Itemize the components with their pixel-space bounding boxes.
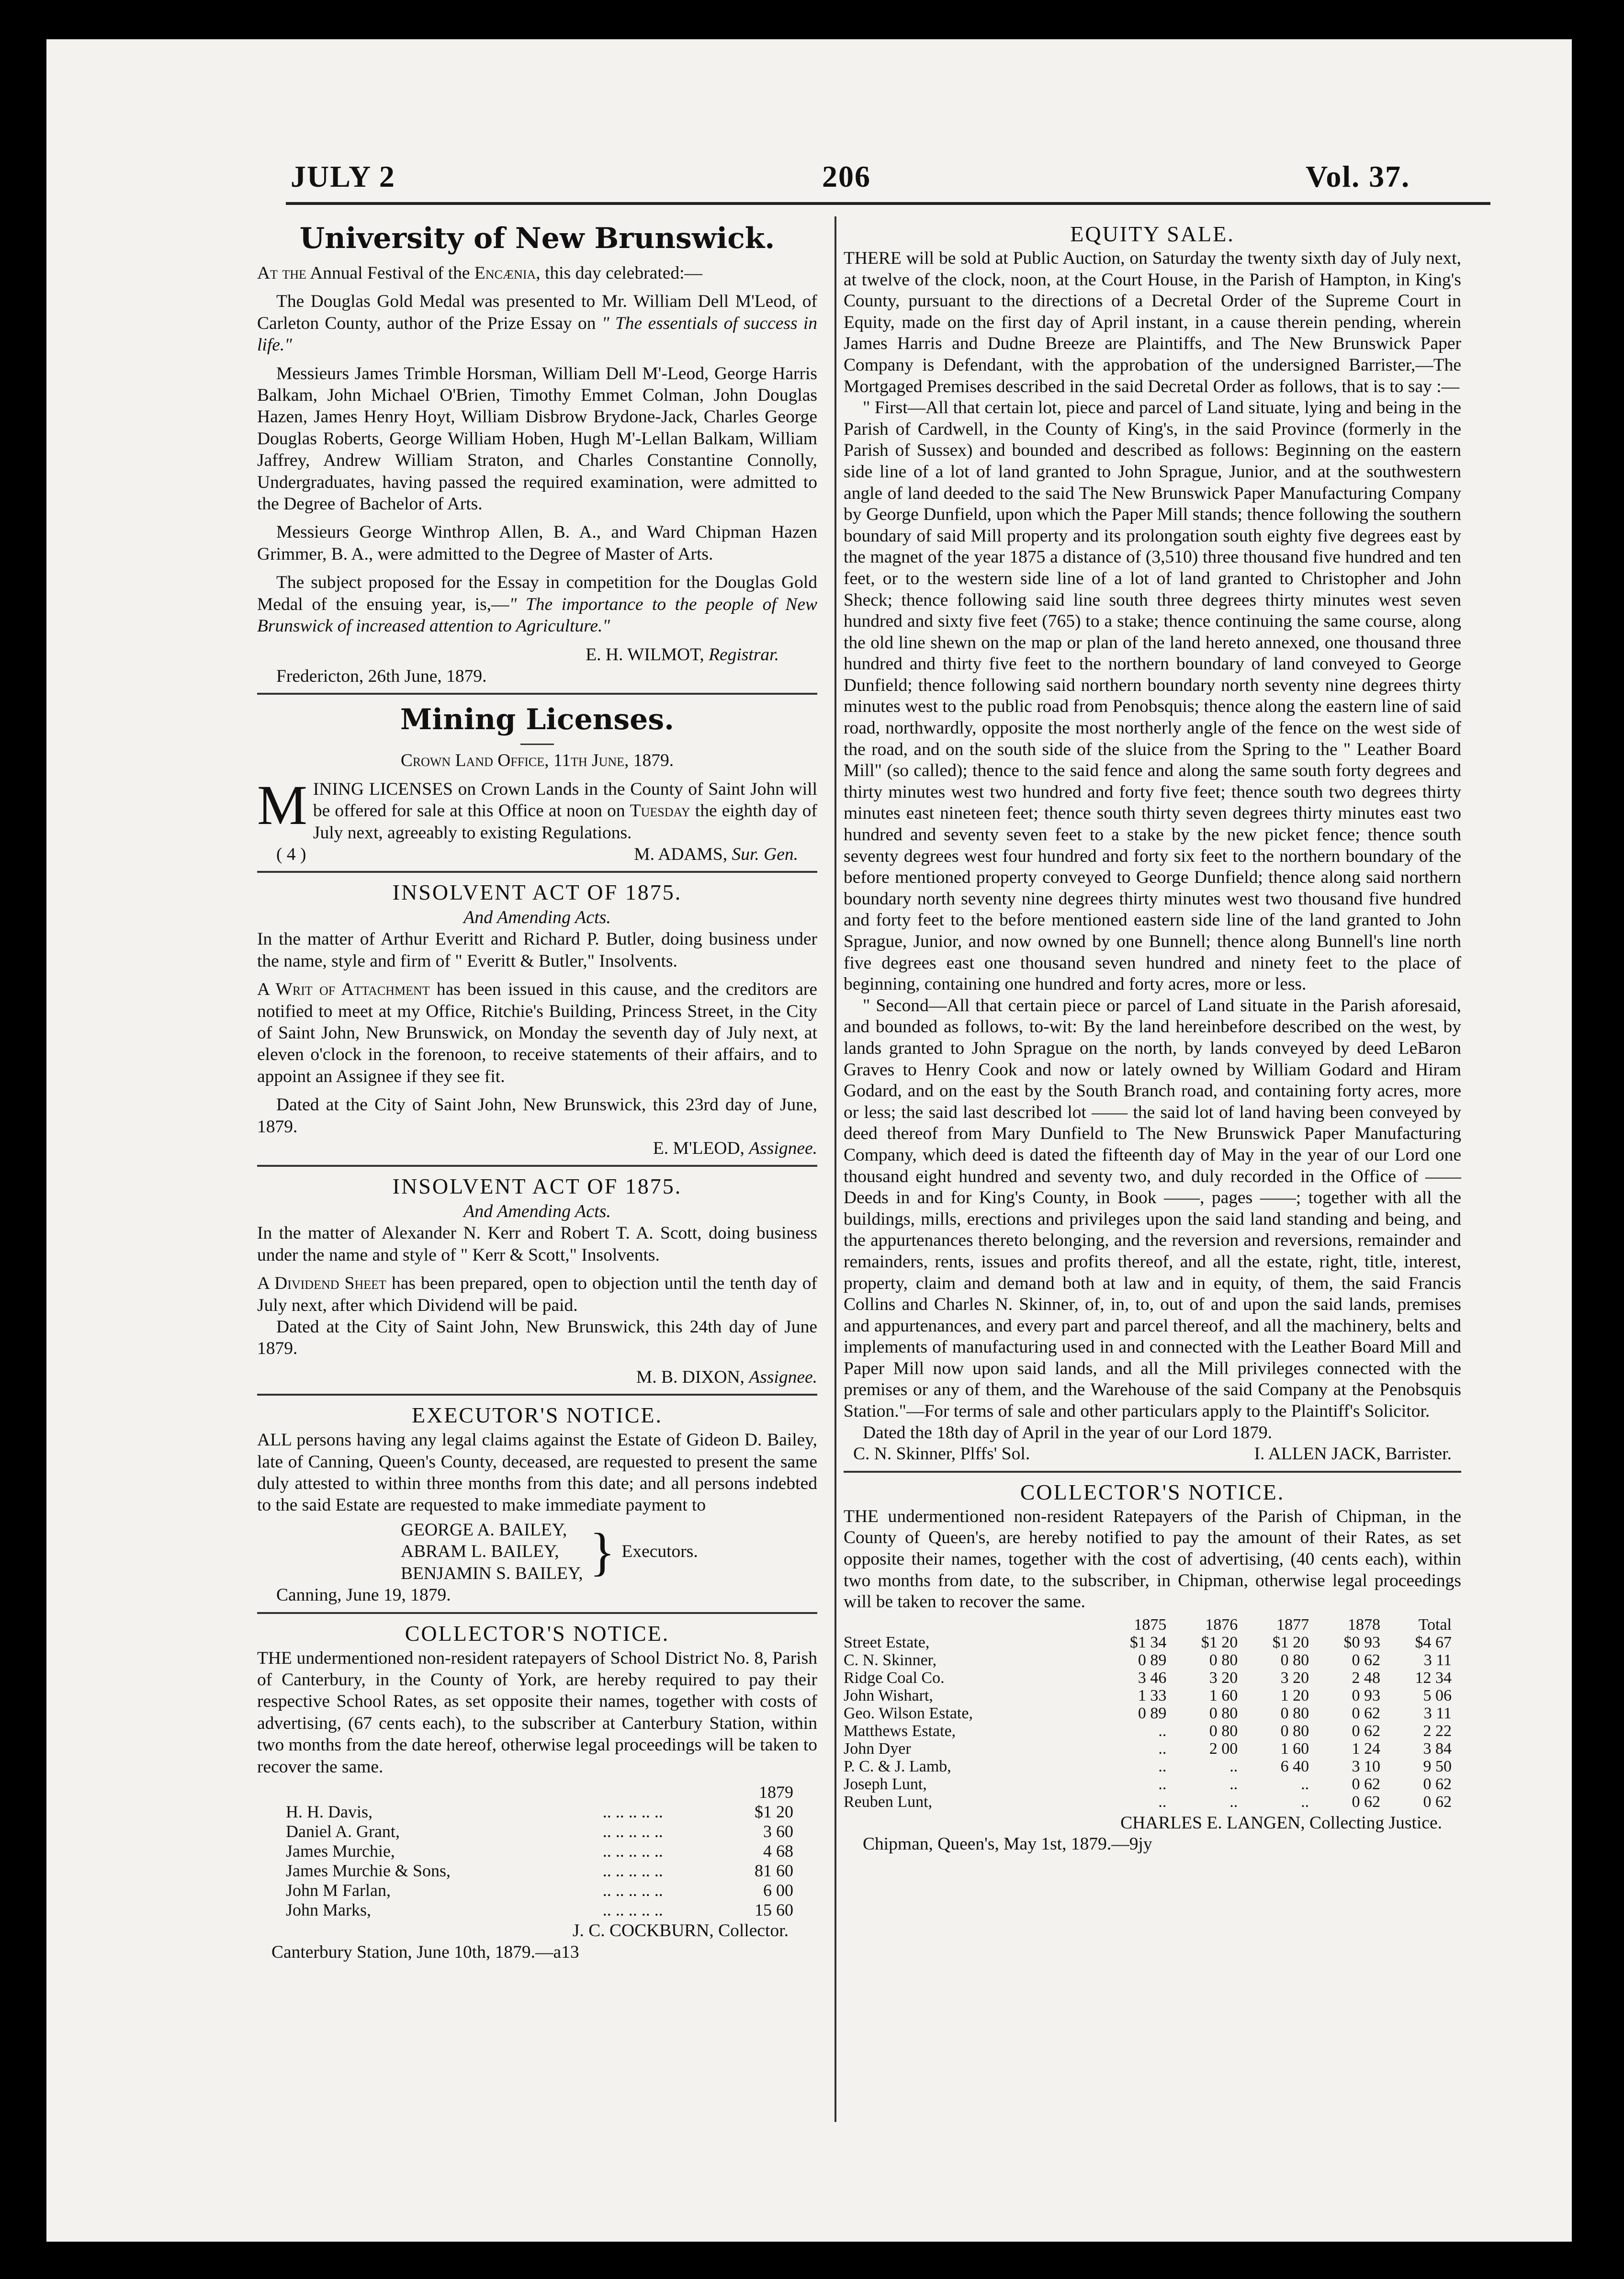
unb-medal-text: The Douglas Gold Medal was presented to Mr. William Dell M'Leod, of Carleton County, author of the Prize Essay on [257,292,817,333]
header-page-number: 206 [822,159,871,193]
mining-notice [257,700,817,865]
insolvent1-signer: E. M'LEOD, [653,1139,744,1158]
unb-intro-a: At the [257,263,306,283]
ratepayer-name: Joseph Lunt, [844,1775,927,1793]
table-header [844,1616,1095,1634]
leader-dots: .. .. .. .. .. [602,1821,663,1841]
table-header-row [286,1783,793,1802]
unb-essay-title: " The essentials of success in life." [257,313,818,355]
insolvent-notice-1 [257,879,817,1159]
insolvent1-writ-text: has been issued in this cause, and the creditors are notified to meet at my Office, Ritchie's Building, Princess Street, in the City of Saint John, New Brunswick, on Monday the seventh day of July next, at eleven o'clock in the forenoon, to receive statements of their affairs, and to appoint an Assignee if they see fit. [257,980,817,1086]
collector-right-body: THE undermentioned non-resident Ratepayers of the Parish of Chipman, in the County of Queen's, are hereby notified to pay the amount of their Rates, as set opposite their names, together with the cost of advertising, (40 cents each), within two months from date, to the subscriber, in Chipman, otherwise legal proceedings will be taken to recover the same. [844,1506,1461,1612]
ratepayer-name: Geo. Wilson Estate, [844,1704,973,1722]
mining-signer: M. ADAMS, [634,844,728,864]
insolvent1-subtitle: And Amending Acts. [463,907,611,928]
table-row [286,1881,793,1900]
rate-cell: 3 84 [1423,1739,1452,1758]
ratepayer-name: James Murchie, [286,1841,395,1861]
leader-dots: .. .. .. .. .. [602,1900,663,1919]
ratepayer-name: James Murchie & Sons, [286,1861,451,1880]
table-row [844,1651,1452,1669]
table-row [286,1900,793,1920]
executor-role: Executors. [621,1542,698,1562]
ratepayer-amount: 3 60 [763,1821,793,1841]
rate-cell: 0 80 [1209,1704,1238,1722]
rate-cell: 3 46 [1138,1669,1167,1687]
newspaper-page [46,39,1572,2242]
mining-dropcap: M [257,773,307,836]
insolvent1-writ-lead: A Writ of Attachment [257,980,430,1000]
mining-body [257,773,817,844]
rate-cell: .. [1158,1739,1167,1758]
rate-cell: 0 62 [1352,1722,1381,1740]
ratepayer-name: Daniel A. Grant, [286,1821,400,1841]
equity-second-lot: " Second—All that certain piece or parcel of Land situate in the Parish aforesaid, and bounded as follows, to-wit: By the land hereinbefore described on the west, by lands granted to John Sprague on the north, by lands conveyed by deed LeBaron Graves to Henry Cook and now or lately owned by William Godard and Hiram Godard, and on the east by the South Branch road, and containing forty acres, more or less; the said last described lot —— the said lot of land having been conveyed by deed thereof from Mary Dunfield to The New Brunswick Paper Manufacturing Company, which deed is dated the fifteenth day of May in the year of our Lord one thousand eight hundred and seventy two, and duly recorded in the Office of —— Deeds in and for King's County, in Book ——, pages ——; together with all the buildings, mills, erections and privileges upon the said land standing and being, and the appurtenances thereto belonging, and the reversion and reversions, remainder and remainders, rents, issues and profits thereof, and all the estate, right, title, interest, property, claim and demand both at law and in equity, of them, the said Francis Collins and Charles N. Skinner, of, in, to, out of and upon the said lands, premises and appurtenances, and every part and parcel thereof, and all the machinery, belts and implements of manufacturing used in and connected with the Leather Board Mill and Paper Mill now upon said lands, and all the Mill privileges connected with the premises or any of them, and the Warehouse of the said Company at the Penobsquis Station."—For terms of sale and other particulars apply to the Plaintiff's Solicitor. [844,995,1461,1422]
insolvent2-dated: Dated at the City of Saint John, New Brunswick, this 24th day of June 1879. [257,1317,817,1359]
rate-cell: .. [1301,1793,1309,1811]
rate-cell: $1 20 [1272,1633,1309,1651]
rate-cell: $1 20 [1201,1633,1238,1651]
ratepayer-amount: 4 68 [763,1841,793,1861]
rate-cell: $1 34 [1129,1633,1167,1651]
section-rule [257,871,817,873]
insolvent1-matter: In the matter of Arthur Everitt and Richard P. Butler, doing business under the name, style and firm of " Everitt & Butler," Insolvents. [257,929,817,971]
section-rule [844,1471,1461,1473]
ratepayer-name: John M Farlan, [286,1880,391,1900]
rate-cell: 2 48 [1352,1669,1381,1687]
unb-essay-subject-text: The subject proposed for the Essay in competition for the Douglas Gold Medal of the ensuing year, is,— [257,573,817,614]
rate-cell: 0 62 [1352,1704,1381,1722]
equity-barrister: I. ALLEN JACK, Barrister. [1254,1444,1452,1464]
table-row [844,1740,1452,1758]
equity-signature-row [844,1444,1461,1465]
ratepayer-name: Street Estate, [844,1633,930,1651]
section-rule [257,1612,817,1614]
table-row [844,1704,1452,1722]
table-row [844,1722,1452,1740]
ratepayer-name: John Dyer [844,1739,911,1758]
unb-signer: E. H. WILMOT, [586,644,704,665]
mining-signature-row [257,844,817,865]
collector-left-table [286,1783,793,1920]
unb-notice [257,219,817,687]
rate-cell: $4 67 [1415,1633,1452,1651]
mining-signature [634,844,817,865]
unb-dateline: Fredericton, 26th June, 1879. [276,666,487,686]
leader-dots: .. .. .. .. .. [602,1841,663,1861]
unb-essay-subject [257,572,817,637]
insolvent2-signer: M. B. DIXON, [636,1367,744,1387]
ratepayer-name: Matthews Estate, [844,1722,956,1740]
brace-glyph: } [589,1522,615,1581]
insolvent2-signer-title: Assignee. [749,1367,817,1387]
mining-body-end: the eighth day of July next, agreeably to existing Regulations. [313,801,817,843]
rate-cell: 1 20 [1280,1686,1309,1704]
ratepayer-name: H. H. Davis, [286,1802,372,1821]
rate-cell: .. [1229,1793,1238,1811]
mining-body-first: INING LICENSES [313,779,453,799]
insolvent2-title: INSOLVENT ACT OF 1875. [392,1174,682,1199]
insolvent1-title: INSOLVENT ACT OF 1875. [392,880,682,905]
rate-cell: 0 80 [1209,1722,1238,1740]
insolvent2-sheet-lead: A Dividend Sheet [257,1274,386,1294]
collector-right-dateline: Chipman, Queen's, May 1st, 1879.—9jy [863,1834,1152,1854]
unb-essay-subject-title: " The importance to the people of New Brunswick of increased attention to Agriculture." [257,594,818,636]
mining-title: Mining Licenses. [400,703,675,737]
equity-first-lot: " First—All that certain lot, piece and parcel of Land situate, lying and being in the Parish of Cardwell, in the County of King's, in the said Province (formerly in the Parish of Sussex) and bounded and described as follows: Beginning on the eastern side line of a lot of land granted to John Sprague, Junior, and at the southwestern angle of land deeded to the said The New Brunswick Paper Manufacturing Company by George Dunfield, upon which the Paper Mill stands; thence following the southern boundary of said Mill property and its prolongation south eighty five degrees east by the magnet of the year 1875 a distance of (3,510) three thousand five hundred and ten feet, or to the western side line of a lot of land granted to Christopher and John Sheck; thence following said line south three degrees thirty minutes west seven hundred and sixty five feet (765) to a stake; thence continuing the same course, along the old line shewn on the map or plan of the land hereto annexed, one thousand three hundred and thirty five feet to the northern boundary of land conveyed to George Dunfield; thence following said northern boundary north seventy nine degrees thirty minutes west to the public road from Penobsquis; thence along the eastern line of said road, northwardly, opposite the most northerly angle of the fence on the west side of the road, and on the south side of the sluice from the Spring to the " Leather Board Mill" (so called); thence to the said fence and along the same south forty degrees and thirty minutes west two hundred and forty five feet; thence south two degrees thirty minutes east nineteen feet; thence south thirty seven degrees thirty minutes east two hundred and seventy seven feet to a stake by the new picket fence; thence south seventy degrees west four hundred and forty six feet to the northern boundary of the before mentioned property conveyed to George Dunfield; thence along said northern boundary north seventy nine degrees thirty minutes west two thousand five hundred and forty feet to the before mentioned eastern side line of the land granted to John Sprague, Junior, and now owned by one Bunnell; thence along Bunnell's line north five degrees east one thousand seven hundred and ninety feet to the place of beginning, containing one hundred and forty acres, more or less. [844,398,1461,994]
insolvent2-matter: In the matter of Alexander N. Kerr and Robert T. A. Scott, doing business under the name and style of " Kerr & Scott," Insolvents. [257,1223,817,1265]
ratepayer-amount: 81 60 [755,1861,793,1880]
mining-ref: ( 4 ) [276,844,306,864]
table-row [844,1687,1452,1704]
collector-notice-right [844,1478,1461,1855]
rate-cell: 0 89 [1138,1651,1167,1669]
unb-medal [257,291,817,356]
rate-cell: 1 24 [1352,1739,1381,1758]
table-row [844,1634,1452,1651]
ratepayer-name: Reuben Lunt, [844,1793,933,1811]
collector-notice-left [257,1620,817,1963]
unb-title: University of New Brunswick. [299,222,775,255]
rate-cell: 6 40 [1280,1757,1309,1775]
rate-cell: .. [1158,1775,1167,1793]
section-rule [257,693,817,695]
equity-intro: THERE will be sold at Public Auction, on Saturday the twenty sixth day of July next, at twelve of the clock, noon, at the Court House, in the Parish of Hampton, in King's County, pursuant to the directions of a Decretal Order of the Supreme Court in Equity, made on the first day of April instant, in a cause therein pending, wherein James Harris and Dudne Breeze are Plaintiffs, and The New Brunswick Paper Company is Defendant, with the approbation of the undersigned Barrister,—The Mortgaged Premises described in the said Decretal Order as follows, that is to say :— [844,248,1461,396]
rate-cell: $0 93 [1343,1633,1381,1651]
executor-names [401,1519,583,1584]
rate-cell: 0 80 [1209,1651,1238,1669]
table-header-row [844,1616,1452,1634]
ratepayer-name: John Marks, [286,1900,371,1919]
insolvent2-sheet-text: has been prepared, open to objection until the tenth day of July next, after which Dividend will be paid. [257,1274,817,1315]
header-rule [286,202,1490,205]
table-row [844,1758,1452,1775]
collector-right-signer: CHARLES E. LANGEN, Collecting Justice. [1120,1813,1442,1833]
rate-cell: 0 62 [1352,1651,1381,1669]
unb-intro-c: Encænia [474,263,536,283]
collector-left-dateline: Canterbury Station, June 10th, 1879.—a13 [271,1942,579,1963]
rate-cell: 3 11 [1423,1651,1452,1669]
ratepayer-amount: 6 00 [763,1880,793,1900]
unb-signer-title: Registrar. [709,644,779,665]
mining-day: Tuesday [630,801,690,821]
insolvent1-signature [257,1138,817,1159]
executor-dateline: Canning, June 19, 1879. [276,1585,451,1605]
table-header-year: 1877 [1276,1615,1309,1634]
unb-intro-b: Annual Festival of the [310,263,470,283]
unb-intro [257,262,817,284]
insolvent2-sheet [257,1273,817,1316]
rate-cell: 1 33 [1138,1686,1167,1704]
section-rule [257,1165,817,1167]
equity-sale-notice [844,220,1461,1465]
rate-cell: 0 80 [1280,1704,1309,1722]
ratepayer-name: John Wishart, [844,1686,933,1704]
leader-dots: .. .. .. .. .. [602,1880,663,1900]
rate-cell: 3 20 [1280,1669,1309,1687]
rate-cell: 0 93 [1352,1686,1381,1704]
page-header [46,39,1572,212]
left-column [257,216,817,2179]
ratepayer-name: P. C. & J. Lamb, [844,1757,951,1775]
table-header-total: Total [1418,1615,1452,1634]
leader-dots: .. .. .. .. .. [602,1861,663,1880]
insolvent2-signature [257,1366,817,1388]
table-header-year: 1879 [759,1782,793,1802]
executor-name: GEORGE A. BAILEY, [401,1520,567,1540]
executor-name: BENJAMIN S. BAILEY, [401,1563,583,1583]
section-rule [257,1394,817,1396]
collector-right-title: COLLECTOR'S NOTICE. [1020,1479,1285,1504]
rate-cell: 0 62 [1352,1775,1381,1793]
rate-cell: 0 62 [1352,1793,1381,1811]
short-rule [520,744,554,745]
rate-cell: 1 60 [1209,1686,1238,1704]
rate-cell: 2 22 [1423,1722,1452,1740]
table-row [844,1775,1452,1793]
table-row [844,1669,1452,1687]
executor-notice [257,1401,817,1606]
table-row [286,1822,793,1841]
insolvent2-subtitle: And Amending Acts. [463,1201,611,1222]
executor-title: EXECUTOR'S NOTICE. [412,1403,663,1428]
right-column [844,216,1461,2160]
equity-solicitor: C. N. Skinner, Plffs' Sol. [853,1444,1030,1464]
rate-cell: 3 11 [1423,1704,1452,1722]
ratepayer-amount: 15 60 [755,1900,793,1919]
header-volume: Vol. 37. [1306,159,1410,193]
table-header-year: 1876 [1205,1615,1238,1634]
collector-right-rows [844,1634,1452,1811]
collector-right-table [844,1616,1452,1811]
rate-cell: 3 10 [1352,1757,1381,1775]
equity-dated: Dated the 18th day of April in the year of our Lord 1879. [863,1422,1272,1443]
collector-left-signer: J. C. COCKBURN, Collector. [572,1920,789,1941]
collector-left-body: THE undermentioned non-resident ratepayers of School District No. 8, Parish of Canterbury, in the County of York, are hereby required to pay their respective School Rates, as set opposite their names, together with costs of advertising, (67 cents each), to the subscriber at Canterbury Station, within two months from the date hereof, otherwise legal proceedings will be taken to recover the same. [257,1648,817,1777]
ratepayer-name: C. N. Skinner, [844,1651,937,1669]
rate-cell: 0 80 [1280,1722,1309,1740]
mining-signer-title: Sur. Gen. [732,844,798,864]
executor-name: ABRAM L. BAILEY, [401,1542,559,1562]
unb-masters: Messieurs George Winthrop Allen, B. A., and Ward Chipman Hazen Grimmer, B. A., were admitted to the Degree of Master of Arts. [257,522,817,564]
rate-cell: .. [1229,1757,1238,1775]
ratepayer-name: Ridge Coal Co. [844,1669,945,1687]
rate-cell: 12 34 [1415,1669,1452,1687]
executor-body: ALL persons having any legal claims against the Estate of Gideon D. Bailey, late of Canning, Queen's County, deceased, are requested to present the same duly attested to within three months from this date; and all persons indebted to the said Estate are requested to make immediate payment to [257,1430,817,1515]
header-date: JULY 2 [291,159,395,193]
leader-dots: .. .. .. .. .. [602,1802,663,1821]
insolvent1-dated: Dated at the City of Saint John, New Brunswick, this 23rd day of June, 1879. [257,1095,817,1137]
executor-names-block [401,1519,817,1584]
rate-cell: .. [1301,1775,1309,1793]
mining-office: Crown Land Office, 11th June, 1879. [400,751,674,771]
collector-left-title: COLLECTOR'S NOTICE. [405,1621,670,1646]
rate-cell: 3 20 [1209,1669,1238,1687]
rate-cell: 2 00 [1209,1739,1238,1758]
insolvent1-signer-title: Assignee. [749,1139,817,1158]
table-row [844,1793,1452,1811]
rate-cell: 0 62 [1423,1775,1452,1793]
equity-title: EQUITY SALE. [1070,222,1235,246]
mining-body-text: on Crown Lands in the County of Saint John will be offered for sale at this Office at noon on [313,779,817,821]
rate-cell: .. [1229,1775,1238,1793]
rate-cell: 0 62 [1423,1793,1452,1811]
rate-cell: .. [1158,1722,1167,1740]
insolvent1-writ [257,979,817,1087]
rate-cell: .. [1158,1757,1167,1775]
table-header-year: 1878 [1348,1615,1381,1634]
insolvent-notice-2 [257,1173,817,1388]
rate-cell: 1 60 [1280,1739,1309,1758]
rate-cell: 0 80 [1280,1651,1309,1669]
table-row [286,1841,793,1861]
table-header-year: 1875 [1134,1615,1167,1634]
rate-cell: 9 50 [1423,1757,1452,1775]
rate-cell: 0 89 [1138,1704,1167,1722]
table-row [286,1861,793,1881]
ratepayer-amount: $1 20 [755,1802,793,1821]
table-row [286,1802,793,1822]
unb-bachelors: Messieurs James Trimble Horsman, William Dell M'-Leod, George Harris Balkam, John Michael O'Brien, Timothy Emmet Colman, John Douglas Hazen, James Henry Hoyt, William Disbrow Brydone-Jack, Charles George Douglas Roberts, George William Hoben, Hugh M'-Lellan Balkam, William Jaffrey, Andrew William Straton, and Charles Constantine Connolly, Undergraduates, having passed the required examination, were admitted to the Degree of Bachelor of Arts. [257,363,817,514]
unb-signature [257,644,817,666]
rate-cell: .. [1158,1793,1167,1811]
column-divider [835,216,836,2122]
rate-cell: 5 06 [1423,1686,1452,1704]
unb-intro-d: , this day celebrated:— [536,263,703,283]
